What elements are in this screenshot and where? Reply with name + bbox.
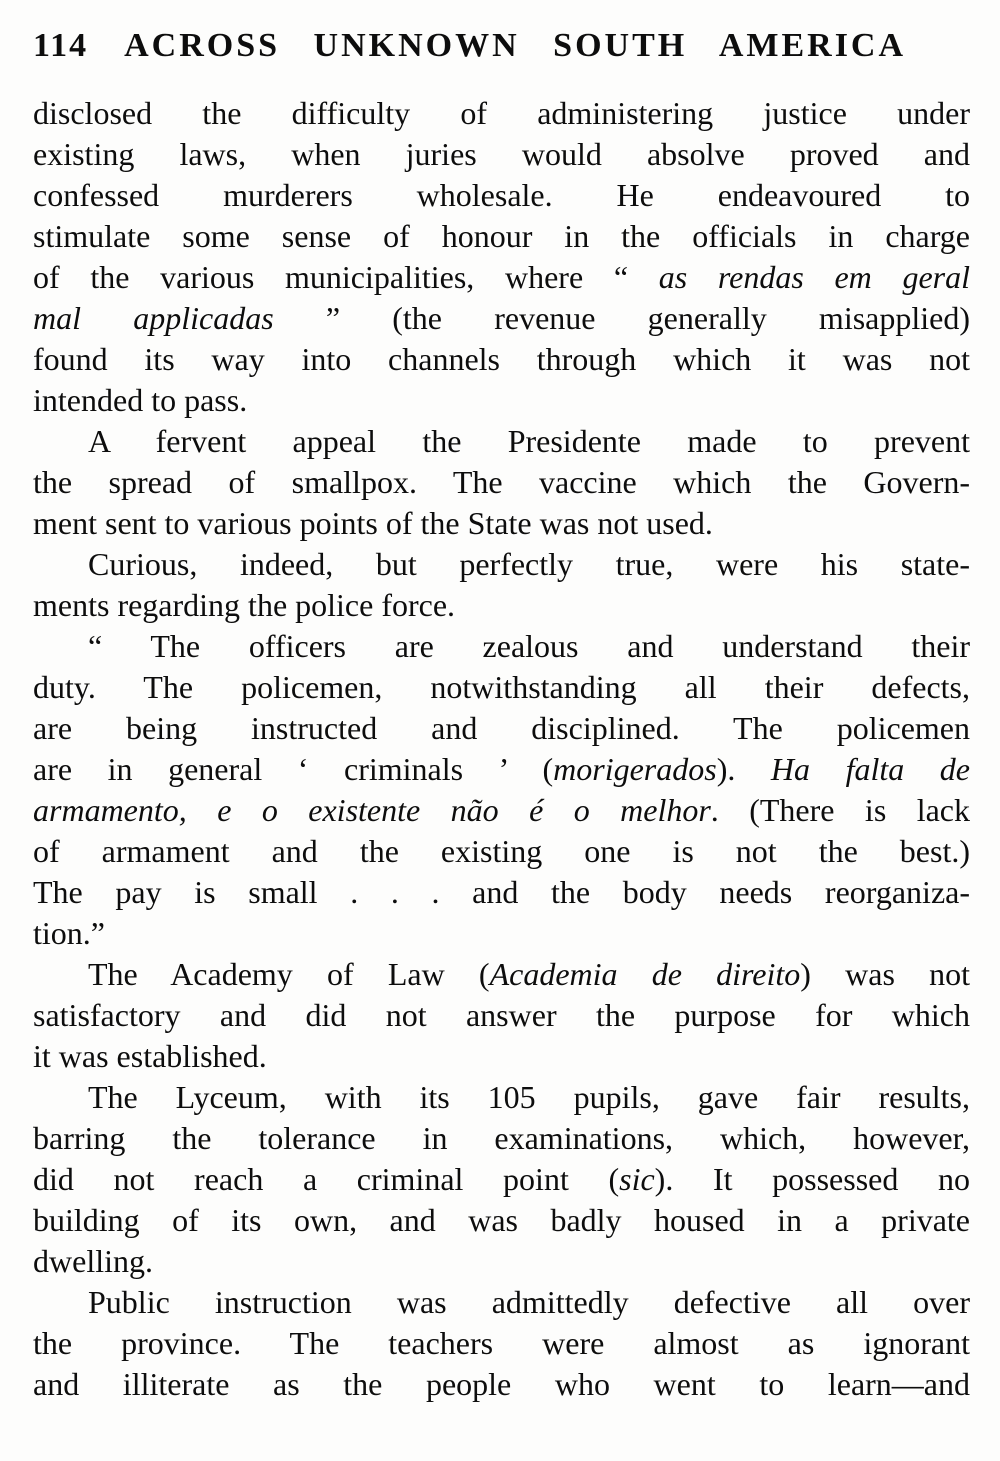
- text-run: are being instructed and disciplined. The policemen: [33, 710, 970, 746]
- text-run: stimulate some sense of honour in the officials in charge: [33, 218, 970, 254]
- text-line: [33, 585, 970, 626]
- text-line: [33, 462, 970, 503]
- text-line: [33, 1159, 970, 1200]
- text-line: [33, 339, 970, 380]
- italic-text-run: Academia de direito: [489, 956, 801, 992]
- paragraph: [33, 1282, 970, 1405]
- text-line: [33, 503, 970, 544]
- text-run: of armament and the existing one is not the best.): [33, 833, 970, 869]
- text-run: ).: [716, 751, 771, 787]
- text-line: [33, 1077, 970, 1118]
- text-line: [33, 216, 970, 257]
- text-run: barring the tolerance in examinations, which, however,: [33, 1120, 970, 1156]
- text-run: it was established.: [33, 1038, 267, 1074]
- italic-text-run: sic: [619, 1161, 655, 1197]
- text-run: intended to pass.: [33, 382, 248, 418]
- text-run: are in general ‘ criminals ’ (: [33, 751, 554, 787]
- text-run: Curious, indeed, but perfectly true, were his state-: [88, 546, 970, 582]
- text-run: disclosed the difficulty of administering justice under: [33, 95, 970, 131]
- text-line: [33, 872, 970, 913]
- text-run: of the various municipalities, where “: [33, 259, 659, 295]
- paragraph: [33, 1077, 970, 1282]
- text-line: [33, 1282, 970, 1323]
- page-body: [33, 93, 970, 1405]
- italic-text-run: morigerados: [553, 751, 717, 787]
- paragraph: [33, 626, 970, 954]
- text-line: [33, 790, 970, 831]
- text-line: [33, 1036, 970, 1077]
- page-number: 114: [33, 27, 89, 64]
- paragraph: [33, 421, 970, 544]
- text-line: [33, 1118, 970, 1159]
- text-line: [33, 626, 970, 667]
- paragraph: [33, 93, 970, 421]
- text-line: [33, 667, 970, 708]
- text-run: The pay is small . . . and the body needs reorganiza-: [33, 874, 970, 910]
- text-line: [33, 175, 970, 216]
- text-run: A fervent appeal the Presidente made to prevent: [88, 423, 970, 459]
- italic-text-run: mal applicadas: [33, 300, 274, 336]
- text-run: confessed murderers wholesale. He endeavoured to: [33, 177, 970, 213]
- text-run: The Lyceum, with its 105 pupils, gave fair results,: [88, 1079, 970, 1115]
- running-title: ACROSS UNKNOWN SOUTH AMERICA: [124, 27, 907, 64]
- text-run: ment sent to various points of the State was not used.: [33, 505, 713, 541]
- text-run: ” (the revenue generally misapplied): [273, 300, 970, 336]
- text-line: [33, 421, 970, 462]
- text-run: the province. The teachers were almost as ignorant: [33, 1325, 970, 1361]
- text-run: existing laws, when juries would absolve proved and: [33, 136, 970, 172]
- text-line: [33, 134, 970, 175]
- text-line: [33, 995, 970, 1036]
- text-line: [33, 544, 970, 585]
- text-line: [33, 93, 970, 134]
- text-line: [33, 1323, 970, 1364]
- text-run: “ The officers are zealous and understand their: [88, 628, 970, 664]
- paragraph: [33, 954, 970, 1077]
- text-line: [33, 831, 970, 872]
- text-run: duty. The policemen, notwithstanding all their defects,: [33, 669, 970, 705]
- text-run: Public instruction was admittedly defective all over: [88, 1284, 970, 1320]
- text-line: [33, 1200, 970, 1241]
- italic-text-run: Ha falta de: [770, 751, 971, 787]
- text-line: [33, 749, 970, 790]
- text-run: tion.”: [33, 915, 105, 951]
- text-run: . (There is lack: [710, 792, 971, 828]
- text-run: found its way into channels through which it was not: [33, 341, 970, 377]
- italic-text-run: as rendas em geral: [658, 259, 971, 295]
- text-run: and illiterate as the people who went to learn—and: [33, 1366, 970, 1402]
- text-line: [33, 954, 970, 995]
- text-run: the spread of smallpox. The vaccine which the Govern-: [33, 464, 970, 500]
- text-line: [33, 913, 970, 954]
- text-run: ) was not: [800, 956, 970, 992]
- text-run: building of its own, and was badly housed in a private: [33, 1202, 970, 1238]
- text-run: ). It possessed no: [654, 1161, 971, 1197]
- text-line: [33, 380, 970, 421]
- running-header: [33, 24, 970, 68]
- text-run: ments regarding the police force.: [33, 587, 456, 623]
- text-run: The Academy of Law (: [88, 956, 490, 992]
- text-line: [33, 1241, 970, 1282]
- paragraph: [33, 544, 970, 626]
- text-line: [33, 1364, 970, 1405]
- text-line: [33, 708, 970, 749]
- text-line: [33, 298, 970, 339]
- text-line: [33, 257, 970, 298]
- text-run: dwelling.: [33, 1243, 153, 1279]
- text-run: satisfactory and did not answer the purpose for which: [33, 997, 970, 1033]
- text-run: did not reach a criminal point (: [33, 1161, 620, 1197]
- italic-text-run: armamento, e o existente não é o melhor: [33, 792, 711, 828]
